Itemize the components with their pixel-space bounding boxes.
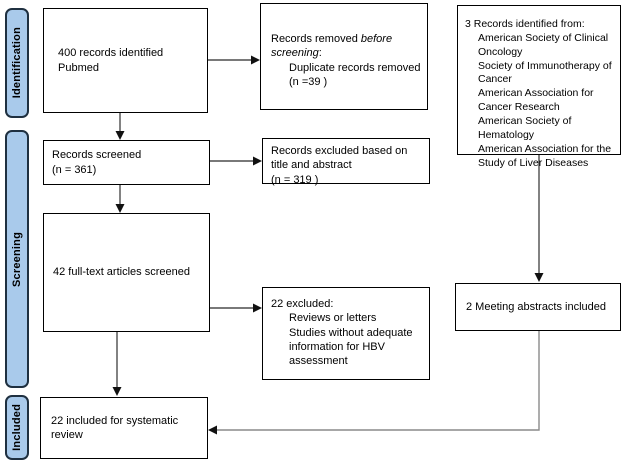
box-text: Records excluded based on title and abstract bbox=[271, 145, 408, 172]
arrow-pubmed-to-removed bbox=[208, 56, 260, 65]
stage-label-identification bbox=[5, 8, 29, 118]
box-item: American Society of Clinical Oncology bbox=[478, 31, 609, 58]
arrow-pubmed-to-screened bbox=[116, 113, 125, 140]
stage-label-included bbox=[5, 395, 29, 460]
stage-label-text: Identification bbox=[11, 27, 23, 99]
stage-label-screening bbox=[5, 130, 29, 388]
heading-text: Records removed bbox=[271, 33, 361, 45]
arrow-sources-to-meeting-abstracts bbox=[535, 155, 544, 282]
box-item: American Association for Cancer Research bbox=[478, 87, 594, 114]
arrow-fulltext-to-included bbox=[113, 332, 122, 396]
arrow-screened-to-excluded bbox=[210, 157, 262, 166]
box-fulltext-excluded bbox=[262, 287, 430, 380]
box-records-identified-pubmed bbox=[43, 8, 208, 113]
box-records-screened bbox=[43, 140, 210, 185]
heading-colon: : bbox=[318, 47, 322, 60]
box-included-systematic-review bbox=[40, 397, 208, 459]
box-item: Reviews or letters bbox=[289, 312, 377, 325]
box-heading: 3 Records identified from: bbox=[465, 18, 585, 30]
box-item: Duplicate records removed bbox=[289, 61, 421, 74]
arrow-fulltext-to-excluded bbox=[210, 304, 262, 313]
box-fulltext-articles-screened bbox=[43, 213, 210, 332]
box-item: American Association for the Study of Liver Diseases bbox=[478, 142, 612, 169]
box-text: 22 included for systematic review bbox=[51, 414, 179, 441]
box-item: Studies without adequate information for HBV assessment bbox=[289, 326, 413, 368]
box-meeting-abstracts-included bbox=[455, 283, 621, 331]
box-item: Society of Immunotherapy of Cancer bbox=[478, 59, 612, 86]
box-records-identified-from-societies bbox=[457, 5, 621, 169]
box-count: (n = 319 ) bbox=[271, 173, 319, 186]
box-heading bbox=[271, 32, 421, 61]
box-count: (n =39 ) bbox=[289, 75, 328, 88]
box-count: (n = 361) bbox=[52, 163, 97, 176]
box-text: 2 Meeting abstracts included bbox=[466, 300, 607, 313]
stage-label-text: Screening bbox=[11, 231, 23, 287]
box-heading: 22 excluded: bbox=[271, 298, 334, 310]
stage-label-text: Included bbox=[11, 404, 23, 451]
arrow-screened-to-fulltext bbox=[116, 185, 125, 213]
heading-italic-text: before screening bbox=[271, 33, 393, 60]
box-item: American Society of Hematology bbox=[478, 115, 572, 141]
box-text: Records screened bbox=[52, 149, 142, 162]
box-text: 400 records identified Pubmed bbox=[58, 47, 164, 74]
box-records-excluded-title-abstract bbox=[262, 138, 430, 184]
box-text: 42 full-text articles screened bbox=[53, 266, 190, 279]
box-records-removed-before-screening bbox=[260, 3, 428, 110]
